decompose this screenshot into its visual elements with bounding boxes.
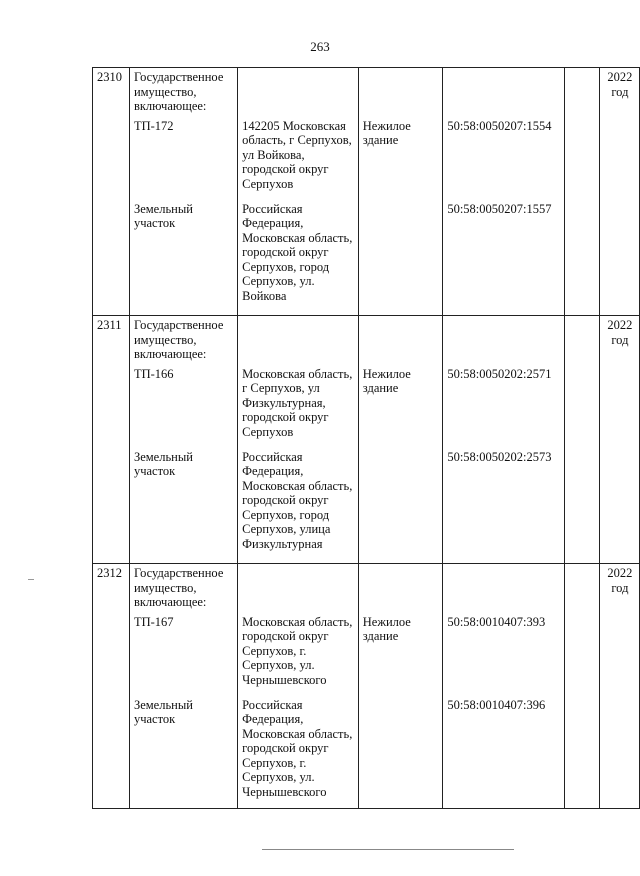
scan-rule-line xyxy=(262,849,514,850)
item-address: Московская область, г Серпухов, ул Физкультурная, городской округ Серпухов xyxy=(238,365,359,448)
item-type xyxy=(358,448,443,564)
entry-heading-row xyxy=(93,316,640,365)
page-number: 263 xyxy=(310,39,330,54)
item-type: Нежилое здание xyxy=(358,365,443,448)
item-type: Нежилое здание xyxy=(358,613,443,696)
entry-heading-row xyxy=(93,564,640,613)
item-name: Земельный участок xyxy=(129,696,237,809)
type-cell xyxy=(358,68,443,117)
item-cadastral-number: 50:58:0050202:2573 xyxy=(443,448,565,564)
item-row xyxy=(93,200,640,316)
item-name: ТП-172 xyxy=(129,117,237,200)
item-cadastral-number: 50:58:0010407:396 xyxy=(443,696,565,809)
scan-mark xyxy=(28,579,34,580)
item-cadastral-number: 50:58:0050202:2571 xyxy=(443,365,565,448)
item-name: Земельный участок xyxy=(129,200,237,316)
item-type xyxy=(358,200,443,316)
property-registry-table xyxy=(92,67,640,809)
entry-heading: Государственное имущество, включающее: xyxy=(129,316,237,365)
item-cadastral-number: 50:58:0050207:1557 xyxy=(443,200,565,316)
item-name: Земельный участок xyxy=(129,448,237,564)
entry-year: 2022 год xyxy=(599,564,639,613)
entry-number: 2310 xyxy=(93,68,130,117)
item-address: Московская область, городской округ Серпухов, г. Серпухов, ул. Чернышевского xyxy=(238,613,359,696)
item-row xyxy=(93,448,640,564)
entry-year: 2022 год xyxy=(599,316,639,365)
address-cell xyxy=(238,68,359,117)
item-address: 142205 Московская область, г Серпухов, ул Войкова, городской округ Серпухов xyxy=(238,117,359,200)
entry-number: 2312 xyxy=(93,564,130,613)
item-name: ТП-166 xyxy=(129,365,237,448)
item-cadastral-number: 50:58:0050207:1554 xyxy=(443,117,565,200)
item-type xyxy=(358,696,443,809)
entry-year: 2022 год xyxy=(599,68,639,117)
item-address: Российская Федерация, Московская область, городской округ Серпухов, город Серпухов, ул. Войкова xyxy=(238,200,359,316)
item-address: Российская Федерация, Московская область, городской округ Серпухов, г. Серпухов, ул. Чернышевского xyxy=(238,696,359,809)
entry-heading: Государственное имущество, включающее: xyxy=(129,68,237,117)
item-address: Российская Федерация, Московская область, городской округ Серпухов, город Серпухов, улица Физкультурная xyxy=(238,448,359,564)
entry-number: 2311 xyxy=(93,316,130,365)
entry-heading: Государственное имущество, включающее: xyxy=(129,564,237,613)
item-row xyxy=(93,696,640,809)
empty-cell xyxy=(564,68,599,117)
item-row xyxy=(93,613,640,696)
item-cadastral-number: 50:58:0010407:393 xyxy=(443,613,565,696)
item-type: Нежилое здание xyxy=(358,117,443,200)
item-name: ТП-167 xyxy=(129,613,237,696)
cadastral-cell xyxy=(443,68,565,117)
item-row xyxy=(93,365,640,448)
item-row xyxy=(93,117,640,200)
entry-heading-row xyxy=(93,68,640,117)
